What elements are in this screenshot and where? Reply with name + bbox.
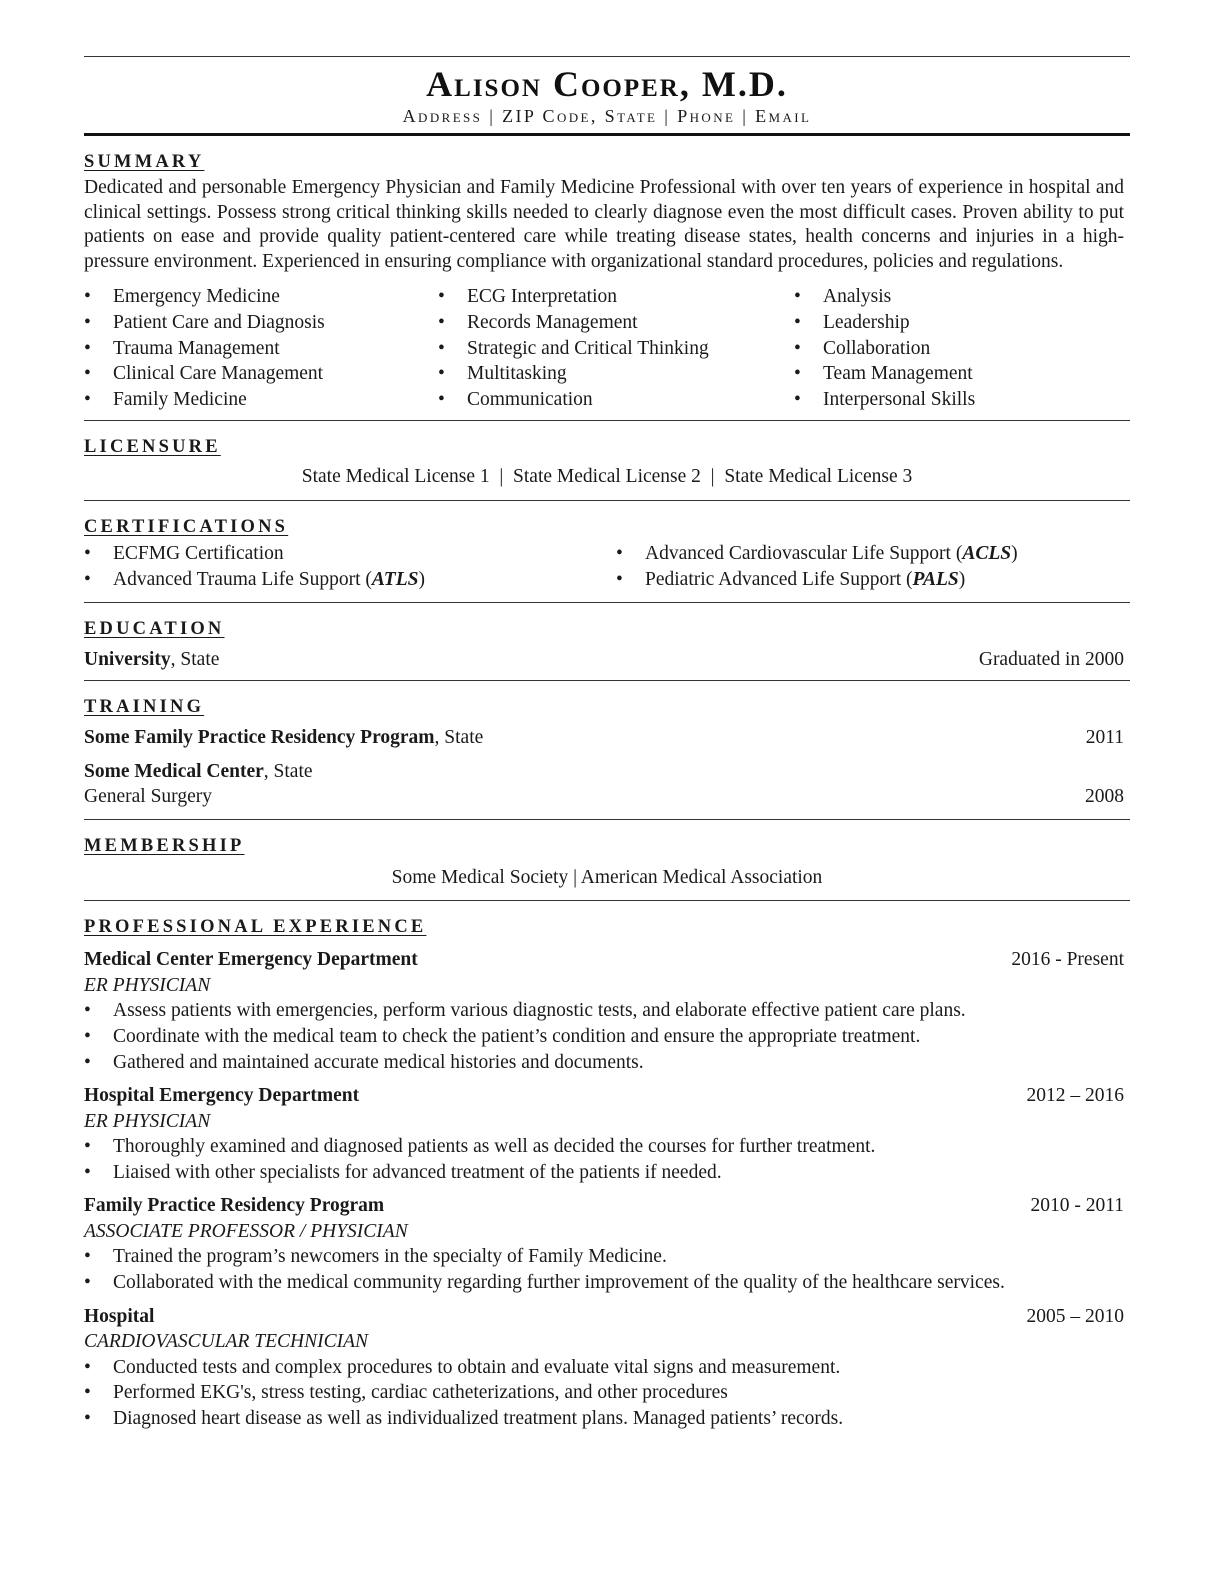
training-location: , State: [263, 760, 313, 782]
job-header: [84, 1083, 1130, 1109]
certifications-section: [84, 515, 1130, 593]
education-section: [84, 617, 1130, 673]
job-role: ER PHYSICIAN: [84, 1110, 211, 1132]
skill-item: • Records Management: [438, 310, 794, 336]
section-divider: [84, 602, 1130, 603]
training-detail: General Surgery: [84, 786, 212, 808]
job-bullet: • Trained the program’s newcomers in the specialty of Family Medicine.: [84, 1244, 1130, 1270]
job-entry: [84, 1083, 1130, 1185]
membership-text: Some Medical Society | American Medical Association: [391, 866, 823, 888]
job-org: Medical Center Emergency Department: [84, 949, 418, 971]
certifications-column: [84, 541, 616, 593]
licensure-section: [84, 435, 1130, 490]
school-name: University: [84, 648, 171, 670]
training-org: Some Family Practice Residency Program: [84, 727, 435, 749]
skills-column: [794, 284, 1124, 412]
skills-list: [84, 284, 1130, 412]
job-bullet: • Coordinate with the medical team to check the patient’s condition and ensure the appropriate treatment.: [84, 1024, 1130, 1050]
certification-abbr: ATLS: [371, 568, 419, 590]
job-org: Hospital Emergency Department: [84, 1085, 360, 1107]
header-divider: [84, 133, 1130, 136]
training-date: 2008: [1085, 786, 1124, 808]
job-header: [84, 1193, 1130, 1219]
summary-text: Dedicated and personable Emergency Physician and Family Medicine Professional with over ten years of experience in hospital and clinical settings. Possess strong critical thinking skills needed to clearly diagnose even the most difficult cases. Proven ability to put patients on ease and provide quality patient-centered care while treating disease states, health concerns and injuries in a high-pressure environment. Experienced in ensuring compliance with organizational standard procedures, policies and regulations.: [84, 177, 1124, 272]
section-title-experience: PROFESSIONAL EXPERIENCE: [84, 917, 427, 938]
job-bullets: [84, 1244, 1130, 1295]
education-row: [84, 647, 1130, 673]
skill-item: • Trauma Management: [84, 336, 438, 362]
experience-section: [84, 915, 1130, 1431]
job-entry: [84, 1193, 1130, 1295]
job-bullet: • Conducted tests and complex procedures to obtain and evaluate vital signs and measurement.: [84, 1355, 1130, 1381]
job-bullet: • Assess patients with emergencies, perform various diagnostic tests, and elaborate effective patient care plans.: [84, 998, 1130, 1024]
job-bullet: • Liaised with other specialists for advanced treatment of the patients if needed.: [84, 1160, 1130, 1186]
skill-item: • Interpersonal Skills: [794, 387, 1124, 413]
skill-item: • Family Medicine: [84, 387, 438, 413]
job-org: Hospital: [84, 1305, 155, 1327]
skills-column: [84, 284, 438, 412]
skill-item: • ECG Interpretation: [438, 284, 794, 310]
skill-item: • Multitasking: [438, 361, 794, 387]
section-title-certifications: CERTIFICATIONS: [84, 516, 289, 537]
section-divider: [84, 420, 1130, 421]
skill-item: • Leadership: [794, 310, 1124, 336]
job-bullet: • Thoroughly examined and diagnosed patients as well as decided the courses for further treatment.: [84, 1134, 1130, 1160]
job-date: 2005 – 2010: [1026, 1305, 1124, 1327]
job-date: 2016 - Present: [1011, 949, 1124, 971]
training-row: [84, 725, 1130, 751]
certification-text: Advanced Trauma Life Support (: [113, 568, 372, 590]
job-org: Family Practice Residency Program: [84, 1195, 385, 1217]
job-entry: [84, 947, 1130, 1075]
certification-item: • Pediatric Advanced Life Support (PALS): [616, 567, 1018, 593]
candidate-name: Alison Cooper, M.D.: [426, 64, 788, 104]
education-date: Graduated in 2000: [978, 648, 1124, 670]
skill-item: • Patient Care and Diagnosis: [84, 310, 438, 336]
training-org-line: [84, 725, 483, 751]
certification-text: Advanced Cardiovascular Life Support (: [645, 542, 963, 564]
job-date: 2012 – 2016: [1026, 1085, 1124, 1107]
skill-item: • Clinical Care Management: [84, 361, 438, 387]
top-divider: [84, 56, 1130, 57]
job-role: ER PHYSICIAN: [84, 974, 211, 996]
job-entry: [84, 1304, 1130, 1432]
section-divider: [84, 819, 1130, 820]
certification-abbr: PALS: [912, 568, 959, 590]
job-bullet: • Performed EKG's, stress testing, cardiac catheterizations, and other procedures: [84, 1380, 1130, 1406]
section-divider: [84, 900, 1130, 901]
training-date: 2011: [1085, 727, 1124, 749]
certification-abbr: ACLS: [962, 542, 1012, 564]
education-school-line: [84, 647, 219, 673]
job-role: ASSOCIATE PROFESSOR / PHYSICIAN: [84, 1220, 408, 1242]
job-date: 2010 - 2011: [1030, 1195, 1124, 1217]
section-title-education: EDUCATION: [84, 618, 225, 639]
training-detail-row: [84, 784, 1130, 810]
skill-item: • Strategic and Critical Thinking: [438, 336, 794, 362]
training-org: Some Medical Center: [84, 760, 264, 782]
section-divider: [84, 500, 1130, 501]
certifications-column: [616, 541, 1018, 593]
licensure-text: State Medical License 1 | State Medical License 2 | State Medical License 3: [301, 466, 913, 488]
training-row: [84, 759, 1130, 785]
job-header: [84, 947, 1130, 973]
certifications-list: [84, 541, 1130, 593]
job-bullets: [84, 1355, 1130, 1432]
certification-text: Pediatric Advanced Life Support (: [645, 568, 913, 590]
skill-item: • Team Management: [794, 361, 1124, 387]
job-bullet: • Gathered and maintained accurate medical histories and documents.: [84, 1050, 1130, 1076]
skills-column: [438, 284, 794, 412]
skill-item: • Communication: [438, 387, 794, 413]
school-location: , State: [170, 648, 220, 670]
job-bullets: [84, 998, 1130, 1075]
summary-section: [84, 150, 1130, 412]
job-bullet: • Diagnosed heart disease as well as individualized treatment plans. Managed patients’ records.: [84, 1406, 1130, 1432]
skill-item: • Emergency Medicine: [84, 284, 438, 310]
certification-text: ECFMG Certification: [113, 542, 284, 564]
section-divider: [84, 680, 1130, 681]
job-role: CARDIOVASCULAR TECHNICIAN: [84, 1331, 369, 1352]
certification-item: [84, 541, 616, 567]
skill-item: • Collaboration: [794, 336, 1124, 362]
job-header: [84, 1304, 1130, 1330]
contact-line: Address | ZIP Code, State | Phone | Email: [402, 106, 812, 126]
job-bullet: • Collaborated with the medical community regarding further improvement of the quality of the healthcare services.: [84, 1270, 1130, 1296]
job-bullets: [84, 1134, 1130, 1185]
certification-item: • Advanced Trauma Life Support (ATLS): [84, 567, 616, 593]
section-title-licensure: LICENSURE: [84, 437, 221, 458]
membership-section: [84, 834, 1130, 891]
training-org-line: [84, 759, 313, 785]
resume-page: [84, 56, 1130, 1431]
section-title-summary: SUMMARY: [84, 152, 205, 172]
section-title-membership: MEMBERSHIP: [84, 835, 245, 856]
training-section: [84, 695, 1130, 810]
section-title-training: TRAINING: [84, 697, 205, 718]
certification-item: • Advanced Cardiovascular Life Support (ACLS): [616, 541, 1018, 567]
skill-item: • Analysis: [794, 284, 1124, 310]
training-location: , State: [434, 727, 484, 749]
